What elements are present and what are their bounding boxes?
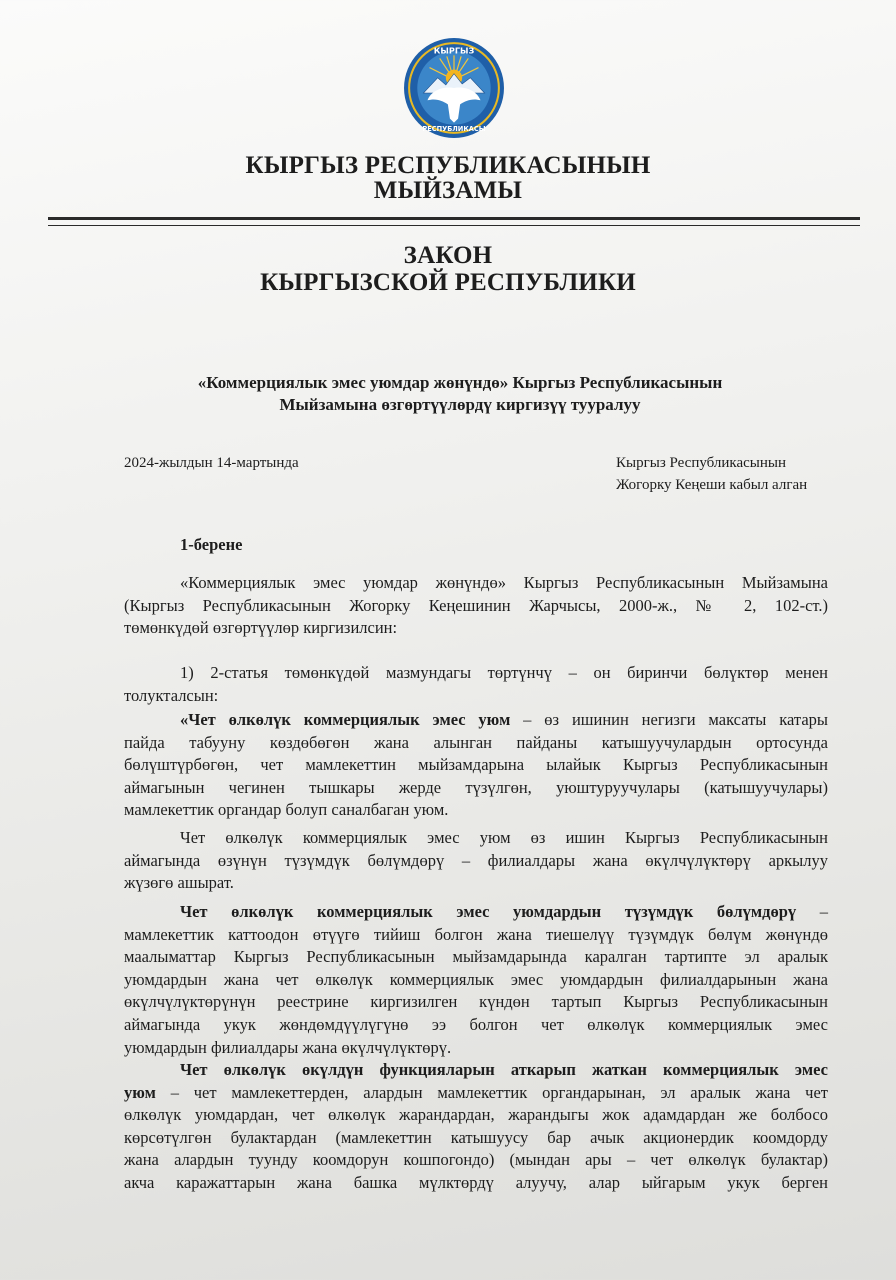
state-emblem [403, 37, 505, 139]
body-paragraph [124, 1059, 828, 1195]
paragraph-line [124, 617, 828, 640]
line-text: өкүлчүлүктөрүнүн реестрине киргизилген күндөн тартып Кыргыз Республикасынын [124, 992, 828, 1012]
paragraph-line [124, 1104, 828, 1127]
paragraph-line [124, 901, 828, 924]
line-text: Чет өлкөлүк коммерциялык эмес уюм өз ишин Кыргыз Республикасынын [180, 828, 828, 847]
paragraph-line [124, 969, 828, 992]
paragraph-line [124, 595, 828, 618]
paragraph-line [124, 991, 828, 1014]
line-text: – өз ишинин негизги максаты катары [510, 710, 829, 729]
body-paragraph [124, 901, 828, 1059]
ru-title-line1: ЗАКОН [403, 242, 493, 269]
paragraph-line [124, 1149, 828, 1172]
paragraph-line [124, 872, 828, 895]
defined-term: Чет өлкөлүк коммерциялык эмес уюмдардын түзүмдүк бөлүмдөрү [180, 902, 797, 921]
line-text: толукталсын: [124, 685, 219, 705]
paragraph-line [124, 662, 828, 685]
paragraph-line [124, 1172, 828, 1195]
paragraph-line [124, 1127, 828, 1150]
line-text: 1) 2-статья төмөнкүдөй мазмундагы төртүнчү – он биринчи бөлүктөр менен [180, 663, 828, 682]
paragraph-line [124, 946, 828, 969]
paragraph-line [124, 1014, 828, 1037]
article-heading: 1-берене [180, 535, 243, 554]
line-text: (Кыргыз Республикасынын Жогорку Кеңешинин Жарчысы, 2000-ж., № 2, 102-ст.) [124, 595, 828, 615]
line-text: жана алардын туунду коомдорун кошпогондо) (мындан ары – чет өлкөлүк булактар) [124, 1150, 828, 1170]
paragraph-line [124, 777, 828, 800]
divider-thin [48, 225, 860, 226]
paragraph-line [124, 799, 828, 822]
paragraph-line [124, 850, 828, 873]
line-text: «Коммерциялык эмес уюмдар жөнүндө» Кыргыз Республикасынын Мыйзамына [180, 573, 828, 592]
body-paragraph [124, 827, 828, 895]
kg-title-line2: МЫЙЗАМЫ [373, 177, 523, 204]
paragraph-line [124, 732, 828, 755]
line-text: маалыматтар Кыргыз Республикасынын мыйзамдарында каралган тартипте эл аралык [124, 947, 828, 967]
line-text: пайда табууну көздөбөгөн жана алынган пайданы катышуучулардын ортосунда [124, 732, 828, 752]
defined-term: уюм [124, 1082, 156, 1102]
line-text: аймагында өзүнүн түзүмдүк бөлүмдөрү – филиалдары жана өкүлчүлүктөрү аркылуу [124, 850, 828, 870]
paragraph-line [124, 1037, 828, 1060]
line-text: уюмдардын жана чет өлкөлүк коммерциялык эмес уюмдардын филиалдарынын жана [124, 969, 828, 989]
paragraph-line [124, 754, 828, 777]
paragraph-line [124, 924, 828, 947]
defined-term: Чет өлкөлүк өкүлдүн функцияларын аткарып жаткан коммерциялык эмес [180, 1060, 828, 1079]
line-text: бөлүштүрбөгөн, чет мамлекеттин мыйзамдарына ылайык Кыргыз Республикасынын [124, 755, 828, 775]
line-text: мамлекеттик органдар болуп саналбаган уюм. [124, 800, 449, 820]
adopted-by-line2: Жогорку Кеңеши кабыл алган [616, 477, 808, 493]
paragraph-line [124, 572, 828, 595]
adoption-date: 2024-жылдын 14-мартында [124, 455, 299, 471]
paragraph-line [124, 827, 828, 850]
line-text: өлкөлүк уюмдардан, чет өлкөлүк жарандардан, жарандыгы жок адамдардан же болбосо [124, 1105, 828, 1125]
line-text: акча каражаттарын жана башка мүлктөрдү алуучу, алар ыйгарым укук берген [124, 1172, 828, 1192]
line-text: төмөнкүдөй өзгөртүүлөр киргизилсин: [124, 618, 398, 638]
ru-title-line2: КЫРГЫЗСКОЙ РЕСПУБЛИКИ [260, 269, 636, 296]
svg-text:КЫРГЫЗ: КЫРГЫЗ [433, 45, 475, 56]
body-paragraph [124, 709, 828, 822]
body-paragraph [124, 572, 828, 640]
adopted-by-line1: Кыргыз Республикасынын [616, 455, 787, 471]
paragraph-line [124, 1059, 828, 1082]
svg-text:РЕСПУБЛИКАСЫ: РЕСПУБЛИКАСЫ [422, 124, 486, 133]
line-text: – чет мамлекеттерден, алардын мамлекеттик органдарынан, эл аралык жана чет [155, 1082, 828, 1102]
line-text: мамлекеттик каттоодон өтүүгө тийиш болгон жана тиешелүү түзүмдүк бөлүм жөнүндө [124, 924, 828, 944]
paragraph-line [124, 709, 828, 732]
line-text: уюмдардын филиалдары жана өкүлчүлүктөрү. [124, 1037, 452, 1057]
subject-line1: «Коммерциялык эмес уюмдар жөнүндө» Кыргыз Республикасынын [197, 373, 723, 392]
body-paragraph [124, 662, 828, 707]
line-text: аймагында укук жөндөмдүүлүгүнө ээ болгон чет өлкөлүк коммерциялык эмес [124, 1014, 828, 1034]
subject-line2: Мыйзамына өзгөртүүлөрдү киргизүү тууралуу [279, 395, 641, 414]
divider-thick [48, 217, 860, 220]
line-text: жүзөгө ашырат. [124, 873, 234, 893]
kg-title-line1: КЫРГЫЗ РЕСПУБЛИКАСЫНЫН [245, 152, 651, 179]
line-text: аймагынын чегинен тышкары жерде түзүлгөн, уюштуруучулары (катышуучулары) [124, 777, 828, 797]
defined-term: «Чет өлкөлүк коммерциялык эмес уюм [180, 710, 511, 729]
line-text: – [796, 902, 828, 921]
paragraph-line [124, 1082, 828, 1105]
paragraph-line [124, 685, 828, 708]
line-text: көрсөтүлгөн булактардан (мамлекеттин катышуусу бар ачык акционердик коомдорду [124, 1127, 828, 1147]
